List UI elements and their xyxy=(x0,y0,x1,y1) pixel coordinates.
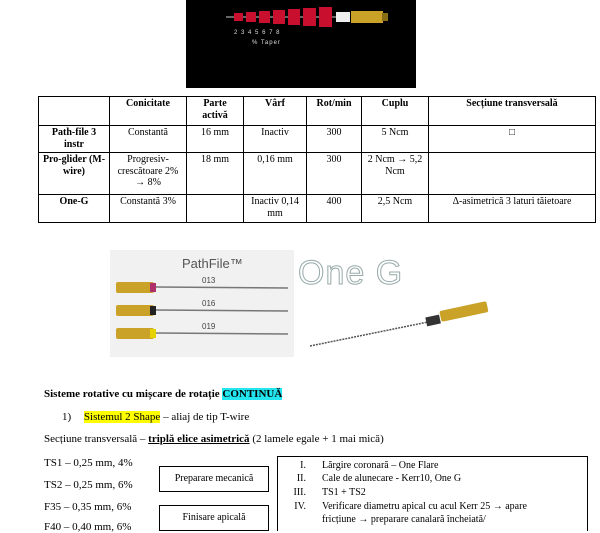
cross-section-line: Secțiune transversală – triplă elice asimetrică (2 lamele egale + 1 mai mică) xyxy=(44,433,384,445)
taper-numbers: 2 3 4 5 6 7 8 xyxy=(234,30,281,36)
ts-item: F35 – 0,35 mm, 6% xyxy=(44,501,132,513)
pathfile-title: PathFile™ xyxy=(182,256,243,271)
table-cell: 16 mm xyxy=(187,126,244,153)
table-cell: 300 xyxy=(307,153,362,195)
table-cell: 300 xyxy=(307,126,362,153)
pathfile-image xyxy=(110,250,294,357)
pathfile-instruments xyxy=(110,250,294,357)
oneg-file-illustration xyxy=(300,290,500,352)
section-heading: Sisteme rotative cu mișcare de rotație CONTINUĂ xyxy=(44,388,283,400)
taper-image xyxy=(186,0,416,88)
table-header: Rot/min xyxy=(307,97,362,126)
pathfile-number: 019 xyxy=(202,322,216,331)
step-text: TS1 + TS2 xyxy=(322,487,366,498)
step-number: I. xyxy=(300,460,306,471)
table-row xyxy=(39,126,596,153)
table-cell: 400 xyxy=(307,195,362,223)
table-cell: 0,16 mm xyxy=(244,153,307,195)
table-cell: Progresiv-crescătoare 2% → 8% xyxy=(110,153,187,195)
list-item: 1) Sistemul 2 Shape – aliaj de tip T-wire xyxy=(62,411,250,423)
ts-item: TS1 – 0,25 mm, 4% xyxy=(44,457,133,469)
step-number: II. xyxy=(296,473,306,484)
rotary-file-illustration xyxy=(186,0,416,88)
table-cell: Inactiv 0,14 mm xyxy=(244,195,307,223)
pathfile-number: 013 xyxy=(202,276,216,285)
table-cell: Inactiv xyxy=(244,126,307,153)
pathfile-number: 016 xyxy=(202,299,216,308)
table-cell: 18 mm xyxy=(187,153,244,195)
step-number: III. xyxy=(293,487,306,498)
table-cell: Pro-glider (M-wire) xyxy=(39,153,110,195)
step-text: Cale de alunecare - Kerr10, One G xyxy=(322,473,462,484)
table-cell: 2 Ncm → 5,2 Ncm xyxy=(362,153,429,195)
taper-label: % Taper xyxy=(252,40,281,46)
table-header: Conicitate xyxy=(110,97,187,126)
table-cell xyxy=(429,153,596,195)
table-header: Vârf xyxy=(244,97,307,126)
table-cell: Constantă 3% xyxy=(110,195,187,223)
table-header: Parte activă xyxy=(187,97,244,126)
table-cell: One-G xyxy=(39,195,110,223)
table-cell: □ xyxy=(429,126,596,153)
comparison-table xyxy=(38,96,596,223)
finisare-box: Finisare apicală xyxy=(159,505,269,531)
table-cell: 2,5 Ncm xyxy=(362,195,429,223)
ts-item: TS2 – 0,25 mm, 6% xyxy=(44,479,133,491)
oneg-logo: One G xyxy=(298,254,404,292)
table-cell: Path-file 3 instr xyxy=(39,126,110,153)
preparare-box: Preparare mecanică xyxy=(159,466,269,492)
table-header-row xyxy=(39,97,596,126)
table-row xyxy=(39,195,596,223)
table-header xyxy=(39,97,110,126)
table-cell: Δ-asimetrică 3 laturi tăietoare xyxy=(429,195,596,223)
table-cell xyxy=(187,195,244,223)
table-cell: Constantă xyxy=(110,126,187,153)
steps-box xyxy=(277,456,588,531)
ts-item: F40 – 0,40 mm, 6% xyxy=(44,521,132,533)
step-text: Verificare diametru apical cu acul Kerr 25 → apare xyxy=(322,501,527,512)
table-cell: 5 Ncm xyxy=(362,126,429,153)
step-number: IV. xyxy=(294,501,306,512)
table-header: Secțiune transversală xyxy=(429,97,596,126)
table-row xyxy=(39,153,596,195)
step-text: fricțiune → preparare canalară încheiată/ xyxy=(322,514,486,525)
table-header: Cuplu xyxy=(362,97,429,126)
step-text: Lărgire coronară – One Flare xyxy=(322,460,439,471)
